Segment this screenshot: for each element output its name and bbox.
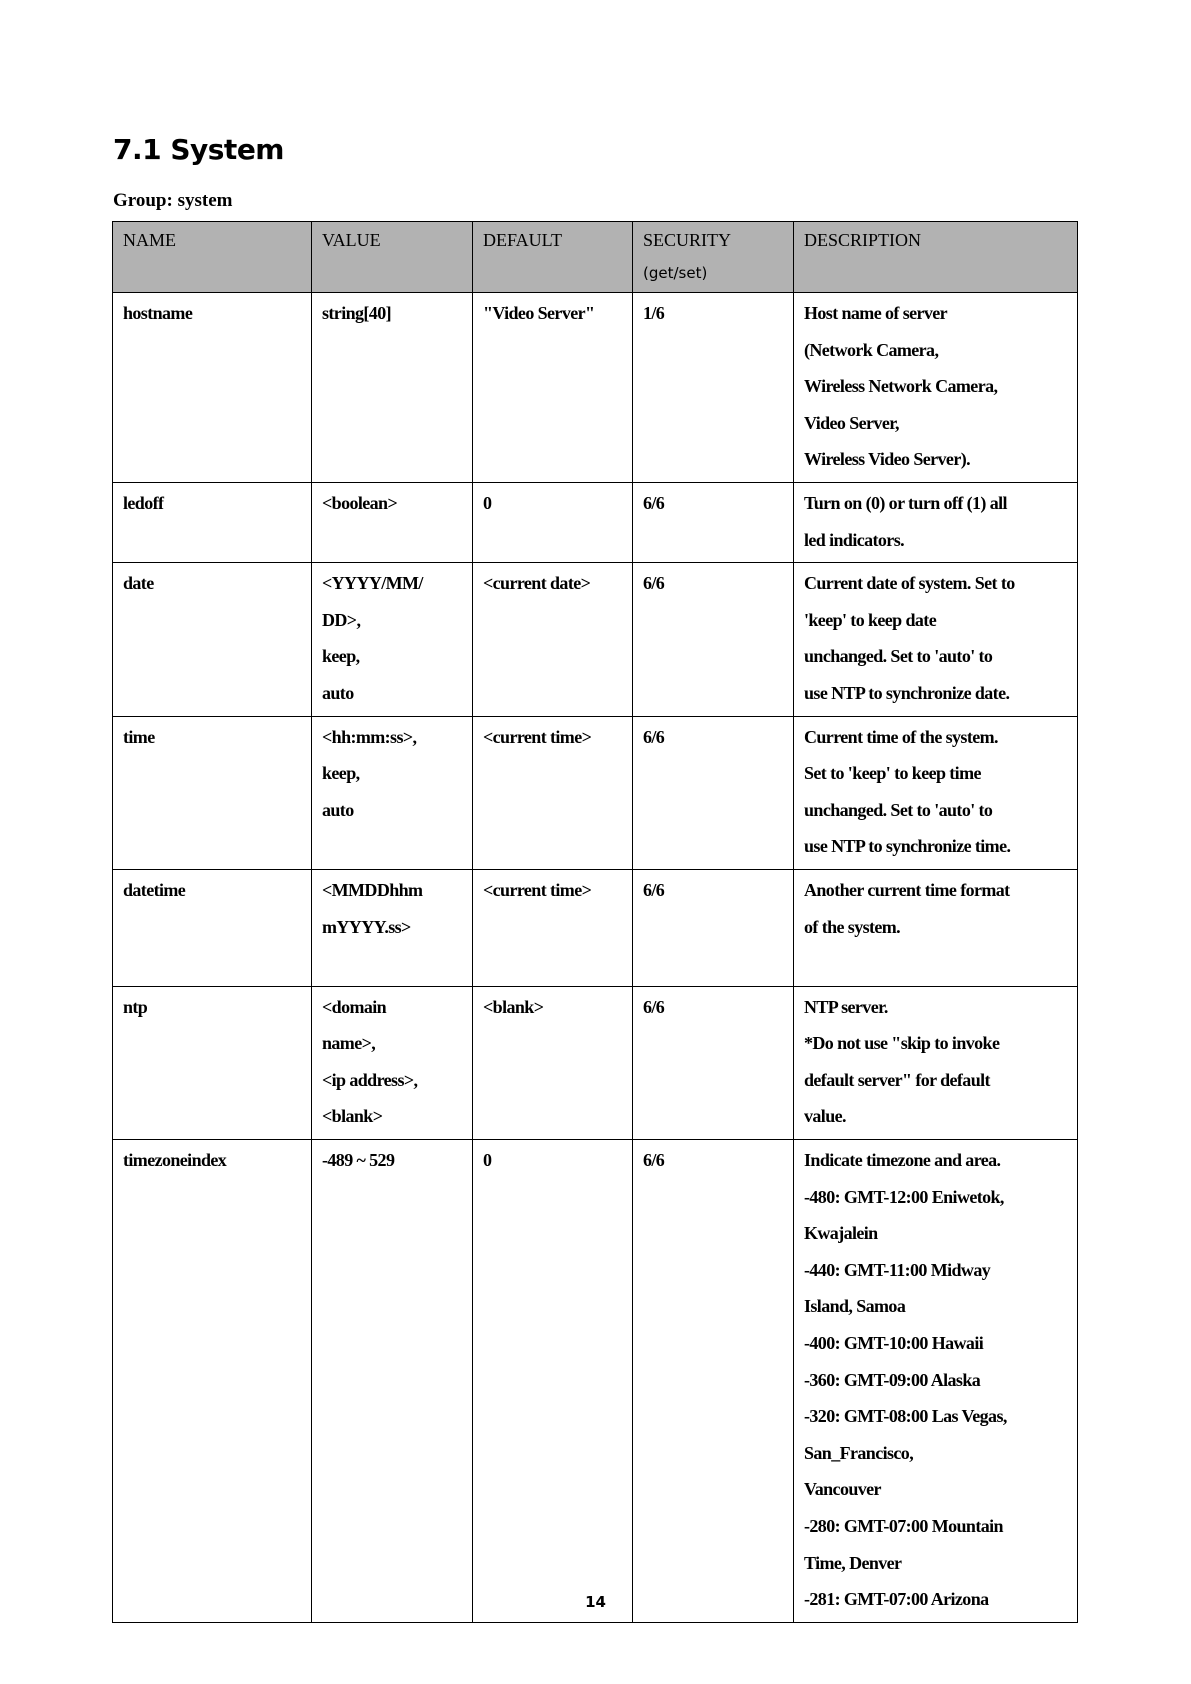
- cell-description: [794, 563, 1078, 716]
- table-row: [113, 563, 1078, 716]
- cell-description-line: Current time of the system.: [804, 726, 998, 747]
- cell-description-line: -360: GMT-09:00 Alaska: [804, 1369, 981, 1390]
- cell-default: 0: [473, 1140, 633, 1623]
- cell-description-line: default server" for default: [804, 1069, 990, 1090]
- cell-description-line: *Do not use "skip to invoke: [804, 1033, 1000, 1054]
- cell-name: date: [113, 563, 312, 716]
- table-row: [113, 869, 1078, 986]
- cell-description-line: -480: GMT-12:00 Eniwetok,: [804, 1186, 1004, 1207]
- cell-default: <current time>: [473, 716, 633, 869]
- table-body: [113, 293, 1078, 1623]
- cell-value: [312, 482, 473, 562]
- cell-value: [312, 869, 473, 986]
- cell-description-line: (Network Camera,: [804, 339, 939, 360]
- cell-description-line: value.: [804, 1106, 846, 1127]
- cell-default: <current time>: [473, 869, 633, 986]
- cell-description-line: Turn on (0) or turn off (1) all: [804, 492, 1007, 513]
- cell-description-line: led indicators.: [804, 529, 905, 550]
- cell-description-line: -280: GMT-07:00 Mountain: [804, 1516, 1003, 1536]
- cell-default: 0: [473, 482, 633, 562]
- cell-security: 6/6: [633, 482, 794, 562]
- cell-value-line: <hh:mm:ss>,: [322, 726, 417, 747]
- cell-security: 6/6: [633, 986, 794, 1139]
- cell-value-line: auto: [322, 682, 354, 703]
- cell-description-line: Kwajalein: [804, 1223, 878, 1244]
- cell-value-line: name>,: [322, 1033, 376, 1054]
- cell-value-line: <ip address>,: [322, 1069, 418, 1090]
- table-row: [113, 293, 1078, 483]
- cell-description: [794, 1140, 1078, 1623]
- cell-description-line: 'keep' to keep date: [804, 609, 937, 630]
- cell-description-line: San_Francisco,: [804, 1442, 914, 1463]
- cell-description-line: Set to 'keep' to keep time: [804, 763, 981, 784]
- header-security-sub: (get/set): [643, 264, 708, 282]
- cell-value: [312, 563, 473, 716]
- group-label: Group: system: [113, 190, 233, 211]
- cell-value: [312, 986, 473, 1139]
- cell-security: 6/6: [633, 1140, 794, 1623]
- cell-name: ntp: [113, 986, 312, 1139]
- header-name: NAME: [113, 222, 312, 293]
- cell-name: hostname: [113, 293, 312, 483]
- cell-description: [794, 716, 1078, 869]
- cell-value-line: keep,: [322, 646, 360, 667]
- cell-value-line: DD>,: [322, 609, 361, 630]
- cell-description-line: Vancouver: [804, 1479, 881, 1500]
- cell-name: time: [113, 716, 312, 869]
- cell-description-line: Wireless Video Server).: [804, 449, 970, 470]
- parameter-table: [112, 221, 1078, 1623]
- table-row: [113, 986, 1078, 1139]
- cell-description-line: [804, 945, 1067, 982]
- cell-value-line: mYYYY.ss>: [322, 916, 411, 937]
- cell-description: [794, 482, 1078, 562]
- cell-security: 6/6: [633, 869, 794, 986]
- cell-security: 6/6: [633, 716, 794, 869]
- cell-description-line: NTP server.: [804, 996, 888, 1017]
- cell-description-line: use NTP to synchronize time.: [804, 836, 1011, 857]
- cell-value-line: <MMDDhhm: [322, 879, 423, 900]
- cell-default: "Video Server": [473, 293, 633, 483]
- header-security: SECURITY (get/set): [633, 222, 794, 293]
- cell-description-line: of the system.: [804, 916, 901, 937]
- cell-description-line: Time, Denver: [804, 1552, 902, 1573]
- cell-security: 6/6: [633, 563, 794, 716]
- cell-description-line: -400: GMT-10:00 Hawaii: [804, 1333, 984, 1354]
- cell-value: [312, 716, 473, 869]
- cell-description-line: Video Server,: [804, 412, 899, 433]
- cell-description-line: Indicate timezone and area.: [804, 1150, 1001, 1171]
- cell-description-line: -440: GMT-11:00 Midway: [804, 1259, 991, 1280]
- cell-value-line: <blank>: [322, 1106, 383, 1127]
- cell-value: [312, 1140, 473, 1623]
- table-header-row: [113, 222, 1078, 293]
- section-title: 7.1 System: [113, 133, 284, 166]
- header-description: DESCRIPTION: [794, 222, 1078, 293]
- cell-default: <blank>: [473, 986, 633, 1139]
- header-value: VALUE: [312, 222, 473, 293]
- cell-value: [312, 293, 473, 483]
- table-header: [113, 222, 1078, 293]
- cell-default: <current date>: [473, 563, 633, 716]
- cell-description-line: Another current time format: [804, 879, 1010, 900]
- cell-value-line: string[40]: [322, 303, 391, 323]
- cell-description-line: Island, Samoa: [804, 1296, 906, 1317]
- table-row: [113, 1140, 1078, 1623]
- cell-value-line: <YYYY/MM/: [322, 573, 423, 594]
- table-row: [113, 716, 1078, 869]
- cell-description-line: -320: GMT-08:00 Las Vegas,: [804, 1406, 1007, 1427]
- cell-name: timezoneindex: [113, 1140, 312, 1623]
- page-number: 14: [585, 1593, 606, 1611]
- cell-description: [794, 293, 1078, 483]
- cell-description-line: Wireless Network Camera,: [804, 376, 998, 397]
- header-default: DEFAULT: [473, 222, 633, 293]
- cell-description-line: -281: GMT-07:00 Arizona: [804, 1589, 989, 1610]
- cell-description-line: unchanged. Set to 'auto' to: [804, 646, 993, 667]
- cell-value-line: auto: [322, 799, 354, 820]
- cell-description-line: unchanged. Set to 'auto' to: [804, 799, 993, 820]
- cell-description: [794, 869, 1078, 986]
- cell-name: datetime: [113, 869, 312, 986]
- cell-description-line: Host name of server: [804, 303, 948, 323]
- cell-value-line: <boolean>: [322, 492, 398, 513]
- cell-value-line: keep,: [322, 763, 360, 784]
- cell-value-line: -489 ~ 529: [322, 1150, 395, 1171]
- cell-name: ledoff: [113, 482, 312, 562]
- cell-value-line: <domain: [322, 996, 387, 1017]
- cell-description: [794, 986, 1078, 1139]
- table-row: [113, 482, 1078, 562]
- cell-security: 1/6: [633, 293, 794, 483]
- cell-description-line: Current date of system. Set to: [804, 573, 1015, 594]
- cell-description-line: use NTP to synchronize date.: [804, 682, 1010, 703]
